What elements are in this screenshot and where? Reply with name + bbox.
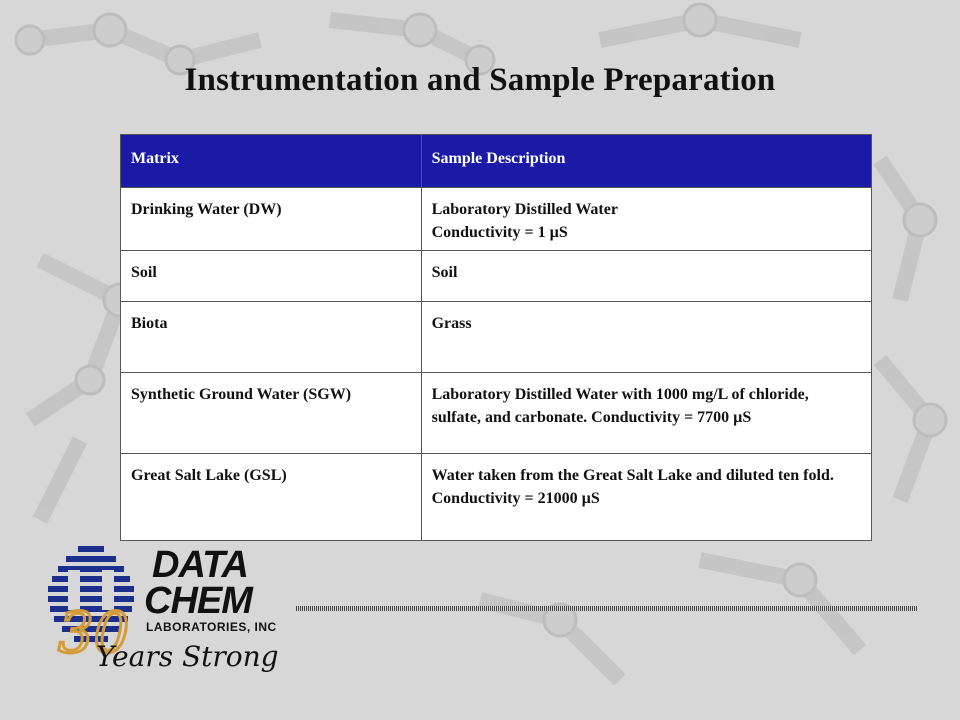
dotted-divider (296, 606, 918, 611)
matrix-cell: Great Salt Lake (GSL) (121, 454, 422, 541)
description-cell (421, 302, 871, 373)
header-sample-description: Sample Description (421, 135, 871, 188)
matrix-cell: Drinking Water (DW) (121, 188, 422, 251)
table-header-row (121, 135, 872, 188)
logo-chem-text: CHEM (144, 580, 252, 622)
matrix-cell: Synthetic Ground Water (SGW) (121, 373, 422, 454)
description-line: Soil (431, 264, 458, 281)
logo-tagline: Years Strong (96, 640, 279, 673)
table-row (121, 454, 872, 541)
slide-title: Instrumentation and Sample Preparation (184, 62, 776, 98)
table-row (121, 188, 872, 251)
description-line: Grass (431, 315, 472, 332)
table-row (121, 251, 872, 302)
description-cell (421, 373, 871, 454)
table-row (121, 302, 872, 373)
datachem-logo (44, 540, 284, 680)
description-cell (421, 454, 871, 541)
description-line: Conductivity = 21000 µS (431, 490, 600, 507)
description-line: Laboratory Distilled Water (431, 201, 618, 218)
logo-labs-text: LABORATORIES, INC (146, 620, 277, 634)
sample-table (120, 134, 872, 541)
description-cell (421, 251, 871, 302)
logo-data-text: DATA (152, 544, 248, 586)
matrix-cell: Biota (121, 302, 422, 373)
table-row (121, 373, 872, 454)
description-line: Laboratory Distilled Water with 1000 mg/L of chloride, sulfate, and carbonate. Conductivity = 7700 µS (431, 386, 809, 426)
matrix-cell: Soil (121, 251, 422, 302)
logo-30: 30 (58, 601, 130, 666)
description-line: Water taken from the Great Salt Lake and diluted ten fold. (431, 467, 834, 484)
description-line: Conductivity = 1 µS (431, 224, 568, 241)
description-cell (421, 188, 871, 251)
header-matrix: Matrix (121, 135, 422, 188)
